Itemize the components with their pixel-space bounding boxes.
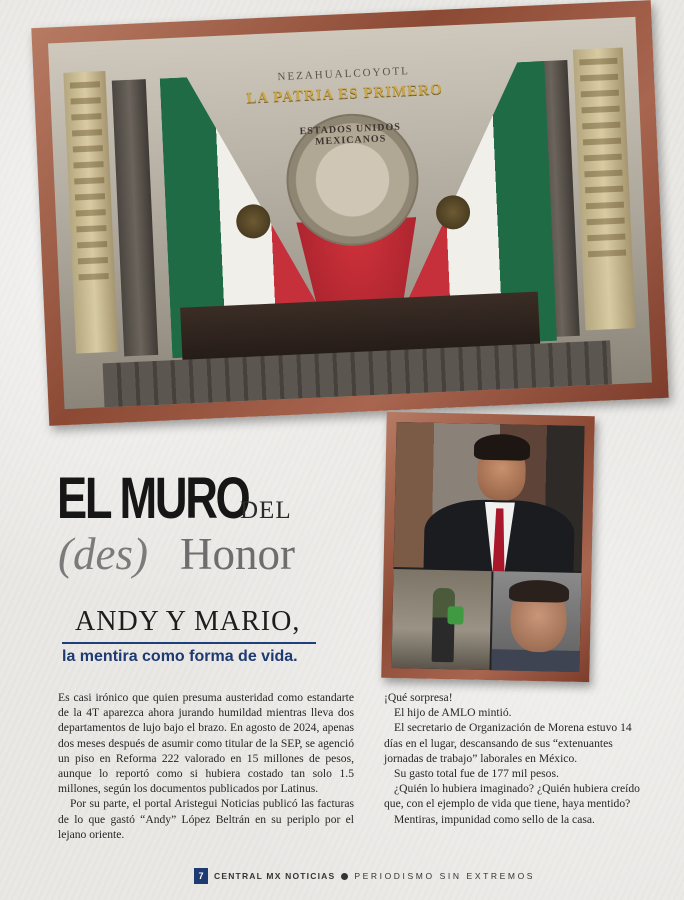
person-hair	[474, 434, 531, 461]
paragraph: El secretario de Organización de Morena estuvo 14 días en el lugar, descansando de sus “extenuantes jornadas de trabajo” laborales en México.	[384, 721, 632, 765]
paragraph: Es casi irónico que quien presuma austeridad como estandarte de la 4T aparezca ahora jurando humildad mientras lleva dos departamentos de lujo bajo el brazo. En agosto de 2024, apenas dos meses después de asumir como titular de la SEP, se agenció un piso en Reforma 222 valorado en 15 millones de pesos, aunque lo reportó como si hubiera costado tan solo 1.5 millones, según los documentos publicados por Latinus.	[58, 691, 354, 796]
inscription-patria: LA PATRIA ES PRIMERO	[246, 81, 444, 107]
headline-des: (des)	[58, 529, 148, 579]
paragraph: El hijo de AMLO mintió.	[394, 706, 512, 720]
main-photo-frame	[31, 0, 668, 426]
paragraph: Su gasto total fue de 177 mil pesos.	[394, 767, 559, 781]
photo-mario	[491, 571, 581, 672]
headline-honor: Honor	[180, 529, 295, 579]
person-body	[491, 649, 580, 672]
footer-slogan: PERIODISMO SIN EXTREMOS	[354, 871, 536, 881]
footer	[194, 868, 535, 884]
green-bag	[447, 606, 463, 624]
photo-andy	[394, 422, 585, 571]
photo-street-walker	[391, 569, 491, 670]
collage-photo	[391, 422, 584, 672]
body-column-right	[384, 690, 640, 827]
headline-del: DEL	[240, 497, 292, 524]
seal-text: ESTADOS UNIDOS MEXICANOS	[299, 121, 402, 148]
inscription-nezahualcoyotl: NEZAHUALCOYOTL	[277, 65, 411, 84]
person-hair	[509, 579, 569, 602]
chamber-photo	[48, 17, 652, 409]
page-number: 7	[194, 868, 208, 884]
walking-person	[432, 588, 456, 662]
footer-brand: CENTRAL MX NOTICIAS	[214, 871, 336, 881]
subheadline-tagline: la mentira como forma de vida.	[62, 648, 298, 665]
paragraph: ¡Qué sorpresa!	[384, 691, 453, 704]
wall-column-left	[112, 79, 158, 356]
subheadline-rule	[62, 642, 316, 644]
paragraph: Por su parte, el portal Aristegui Noticias publicó las facturas de lo que gastó “Andy” López Beltrán en su periplo por el lejano oriente.	[58, 797, 354, 841]
body-column-left	[58, 690, 354, 842]
collage-photo-frame	[381, 412, 595, 682]
bullet-dot-icon	[341, 873, 348, 880]
subheadline-names: ANDY Y MARIO,	[75, 606, 301, 637]
headline-el-muro: EL MURO	[57, 466, 249, 531]
paragraph: Mentiras, impunidad como sello de la casa.	[394, 812, 595, 826]
paragraph: ¿Quién lo hubiera imaginado? ¿Quién hubiera creído que, con el ejemplo de vida que tiene, haya mentido?	[384, 782, 640, 811]
